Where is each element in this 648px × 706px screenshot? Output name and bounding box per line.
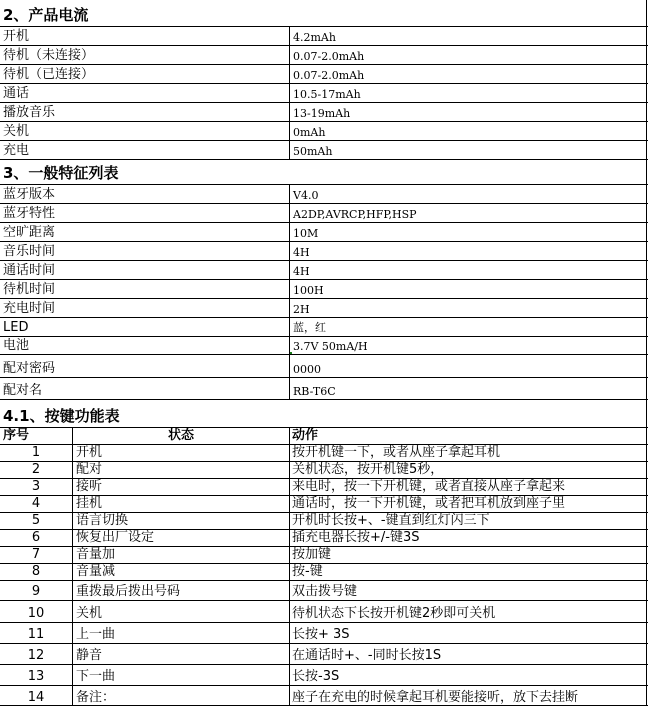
grid-line <box>0 563 648 564</box>
grid-line <box>0 685 648 686</box>
grid-line <box>0 529 648 530</box>
grid-line <box>0 279 648 280</box>
key-action: 在通话时+、-同时长按1S <box>292 648 442 663</box>
row-value: 0mAh <box>293 126 326 139</box>
key-action: 长按+ 3S <box>292 627 350 642</box>
key-action: 双击拨号键 <box>292 584 358 599</box>
key-state: 重拨最后拨出号码 <box>76 584 181 599</box>
key-number: 13 <box>27 669 45 684</box>
row-value: 100H <box>293 284 324 297</box>
grid-line <box>0 121 648 122</box>
grid-line <box>0 184 648 185</box>
section-header-features[interactable] <box>0 160 648 184</box>
grid-line <box>0 140 648 141</box>
grid-line <box>72 427 73 706</box>
key-number: 3 <box>31 479 41 494</box>
row-value: 10M <box>293 227 319 240</box>
key-row[interactable] <box>0 529 648 546</box>
key-number: 6 <box>31 530 41 545</box>
section-title: 4.1、按键功能表 <box>3 407 120 425</box>
grid-line <box>0 64 648 65</box>
row-label: 充电时间 <box>3 301 56 316</box>
row-label: 配对名 <box>3 383 43 398</box>
grid-line <box>0 354 648 355</box>
feature-row[interactable] <box>0 203 648 222</box>
key-state: 恢复出厂设定 <box>76 530 155 545</box>
row-value: RB-T6C <box>293 385 336 398</box>
row-label: 播放音乐 <box>3 105 56 120</box>
key-action: 开机时长按+、-键直到红灯闪三下 <box>292 513 490 528</box>
key-row[interactable] <box>0 495 648 512</box>
feature-row[interactable] <box>0 260 648 279</box>
grid-line <box>0 664 648 665</box>
feature-row[interactable] <box>0 354 648 377</box>
row-label: LED <box>3 320 29 335</box>
row-value: 4H <box>293 246 310 259</box>
key-number: 2 <box>31 462 41 477</box>
key-table-header-row[interactable] <box>0 427 648 444</box>
key-row[interactable] <box>0 643 648 664</box>
key-row[interactable] <box>0 622 648 643</box>
grid-line <box>0 336 648 337</box>
grid-line <box>0 26 648 27</box>
row-value: A2DP,AVRCP,HFP,HSP <box>293 208 417 221</box>
row-value: 0.07-2.0mAh <box>293 50 365 63</box>
row-value: 0000 <box>293 363 321 376</box>
key-action: 按开机键一下，或者从座子拿起耳机 <box>292 445 501 460</box>
feature-row[interactable] <box>0 279 648 298</box>
feature-row[interactable] <box>0 298 648 317</box>
grid-line <box>289 26 290 159</box>
grid-line <box>0 600 648 601</box>
grid-line <box>289 427 290 706</box>
grid-line <box>0 317 648 318</box>
row-value: 0.07-2.0mAh <box>293 69 365 82</box>
key-state: 关机 <box>76 606 103 621</box>
section-title: 3、一般特征列表 <box>3 164 119 182</box>
key-state: 音量加 <box>76 547 116 562</box>
key-number: 12 <box>27 648 45 663</box>
current-row[interactable] <box>0 121 648 140</box>
key-state: 接听 <box>76 479 103 494</box>
row-label: 关机 <box>3 124 30 139</box>
key-number: 9 <box>31 584 41 599</box>
grid-line <box>289 184 290 399</box>
key-row[interactable] <box>0 461 648 478</box>
row-value: 50mAh <box>293 145 333 158</box>
header-state: 状态 <box>167 428 194 443</box>
grid-line <box>0 298 648 299</box>
key-row[interactable] <box>0 512 648 529</box>
grid-line <box>0 461 648 462</box>
key-row[interactable] <box>0 664 648 685</box>
row-value: 4.2mAh <box>293 31 336 44</box>
grid-line <box>0 102 648 103</box>
row-label: 配对密码 <box>3 361 56 376</box>
row-value: 4H <box>293 265 310 278</box>
key-action: 关机状态，按开机键5秒， <box>292 462 444 477</box>
key-number: 5 <box>31 513 41 528</box>
key-number: 7 <box>31 547 41 562</box>
header-action: 动作 <box>292 428 319 443</box>
row-value: 13-19mAh <box>293 107 351 120</box>
row-value: V4.0 <box>293 189 319 202</box>
grid-line <box>0 495 648 496</box>
grid-line <box>0 377 648 378</box>
row-label: 空旷距离 <box>3 225 56 240</box>
feature-row[interactable] <box>0 241 648 260</box>
grid-line <box>0 83 648 84</box>
section-title: 2、产品电流 <box>3 6 89 24</box>
feature-row[interactable] <box>0 317 648 336</box>
grid-line <box>0 512 648 513</box>
key-action: 插充电器长按+/-键3S <box>292 530 420 545</box>
row-label: 充电 <box>3 143 30 158</box>
key-state: 语言切换 <box>76 513 129 528</box>
key-state: 挂机 <box>76 496 103 511</box>
row-value: 3.7V 50mA/H <box>293 340 368 353</box>
grid-line <box>0 444 648 445</box>
row-label: 待机（已连接） <box>3 67 95 82</box>
key-state: 音量减 <box>76 564 116 579</box>
row-label: 蓝牙版本 <box>3 187 56 202</box>
key-state: 静音 <box>76 648 103 663</box>
grid-line <box>0 427 648 428</box>
row-value: 蓝，红 <box>293 321 326 334</box>
current-row[interactable] <box>0 102 648 121</box>
grid-line <box>0 580 648 581</box>
key-action: 长按-3S <box>292 669 340 684</box>
row-label: 电池 <box>3 338 30 353</box>
feature-row[interactable] <box>0 377 648 399</box>
section-header-keys[interactable] <box>0 403 648 427</box>
key-action: 待机状态下长按开机键2秒即可关机 <box>292 606 496 621</box>
key-number: 8 <box>31 564 41 579</box>
feature-row[interactable] <box>0 222 648 241</box>
feature-row[interactable] <box>0 184 648 203</box>
current-row[interactable] <box>0 140 648 159</box>
key-row[interactable] <box>0 580 648 600</box>
row-label: 通话时间 <box>3 263 56 278</box>
feature-row[interactable] <box>0 336 648 354</box>
key-state: 备注： <box>76 690 116 705</box>
row-label: 开机 <box>3 29 30 44</box>
row-label: 通话 <box>3 86 30 101</box>
grid-line <box>0 622 648 623</box>
key-state: 上一曲 <box>76 627 116 642</box>
key-row[interactable] <box>0 600 648 622</box>
key-row[interactable] <box>0 478 648 495</box>
grid-line <box>0 399 648 400</box>
key-action: 座子在充电的时候拿起耳机要能接听，放下去挂断 <box>292 690 579 705</box>
key-number: 4 <box>31 496 41 511</box>
section-header-current[interactable] <box>0 0 648 26</box>
key-number: 1 <box>31 445 41 460</box>
key-row[interactable] <box>0 546 648 563</box>
current-row[interactable] <box>0 83 648 102</box>
grid-line <box>0 478 648 479</box>
key-row[interactable] <box>0 563 648 580</box>
row-value: 10.5-17mAh <box>293 88 361 101</box>
key-action: 通话时，按一下开机键，或者把耳机放到座子里 <box>292 496 566 511</box>
key-action: 来电时，按一下开机键，或者直接从座子拿起来 <box>292 479 566 494</box>
current-row[interactable] <box>0 45 648 64</box>
row-value: 2H <box>293 303 310 316</box>
grid-line <box>0 546 648 547</box>
row-label: 待机时间 <box>3 282 56 297</box>
grid-line <box>0 241 648 242</box>
grid-line <box>0 260 648 261</box>
row-label: 待机（未连接） <box>3 48 95 63</box>
key-action: 按加键 <box>292 547 332 562</box>
key-state: 配对 <box>76 462 103 477</box>
grid-line <box>0 222 648 223</box>
current-row[interactable] <box>0 26 648 45</box>
key-action: 按-键 <box>292 564 323 579</box>
key-row[interactable] <box>0 685 648 706</box>
key-number: 14 <box>27 690 45 705</box>
grid-line <box>0 159 648 160</box>
row-label: 音乐时间 <box>3 244 56 259</box>
grid-line <box>0 203 648 204</box>
key-state: 下一曲 <box>76 669 116 684</box>
grid-line <box>0 45 648 46</box>
current-row[interactable] <box>0 64 648 83</box>
key-row[interactable] <box>0 444 648 461</box>
key-state: 开机 <box>76 445 103 460</box>
key-number: 10 <box>27 606 45 621</box>
grid-line <box>0 643 648 644</box>
key-number: 11 <box>27 627 45 642</box>
header-no: 序号 <box>3 428 30 443</box>
row-label: 蓝牙特性 <box>3 206 56 221</box>
